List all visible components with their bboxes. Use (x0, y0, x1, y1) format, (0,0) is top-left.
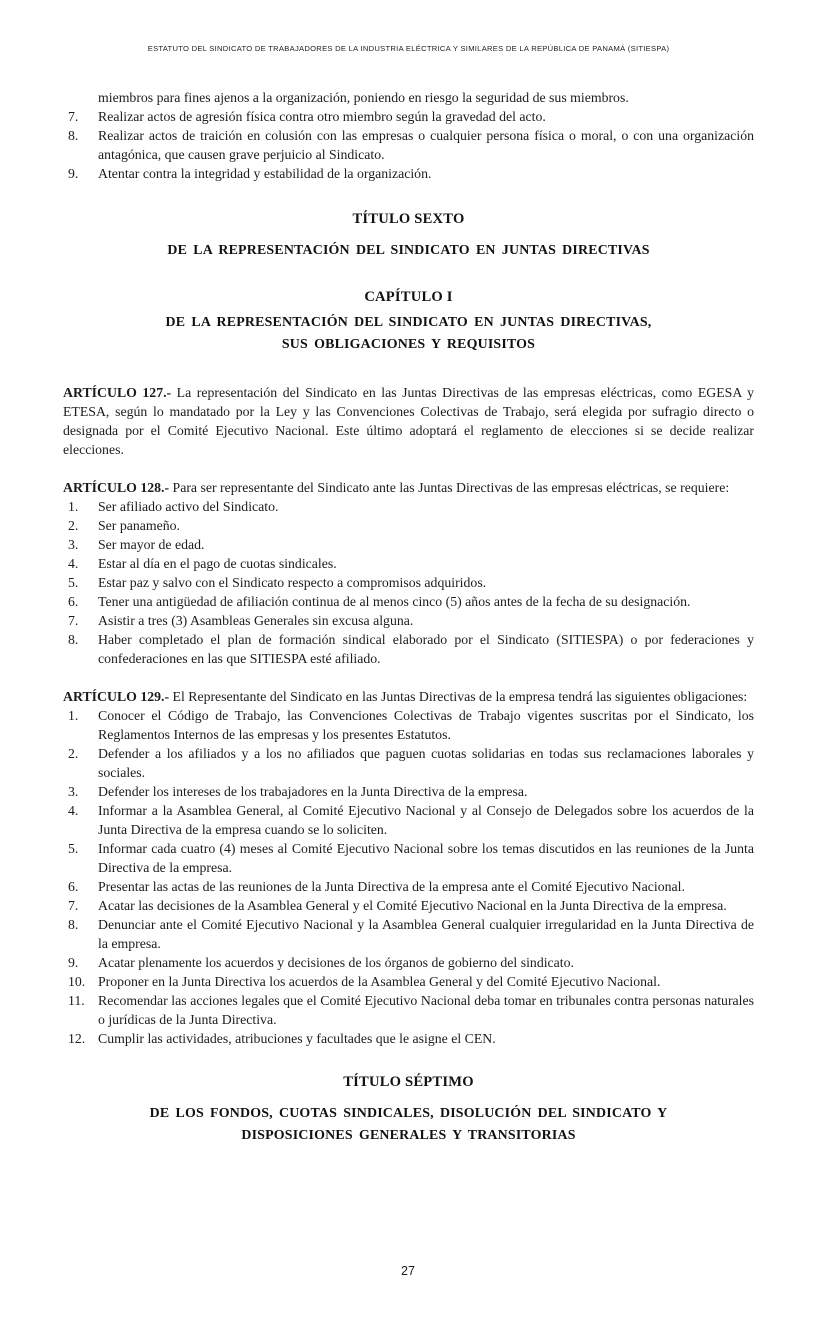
list-item (63, 535, 754, 554)
articulo-127-label: ARTÍCULO 127.- (63, 385, 172, 400)
list-item-number: 10. (68, 974, 86, 989)
list-item (63, 126, 754, 164)
list-item-number: 8. (68, 632, 79, 647)
list-item-number: 2. (68, 746, 79, 761)
list-item-number: 4. (68, 803, 79, 818)
list-item-text: Realizar actos de agresión física contra otro miembro según la gravedad del acto. (98, 109, 546, 124)
list-item (63, 801, 754, 839)
list-item (63, 573, 754, 592)
list-item (63, 839, 754, 877)
list-item-number: 11. (68, 993, 85, 1008)
list-item-text: Recomendar las acciones legales que el Comité Ejecutivo Nacional deba tomar en tribunales contra personas naturales o jurídicas de la Junta Directiva. (98, 993, 754, 1027)
carryover-list (63, 107, 754, 183)
articulo-129-list (63, 706, 754, 1048)
capitulo-1-subtitle-line1: DE LA REPRESENTACIÓN DEL SINDICATO EN JUNTAS DIRECTIVAS, (165, 315, 652, 330)
titulo-sexto-title: TÍTULO SEXTO (352, 211, 465, 227)
list-item-text: Defender los intereses de los trabajadores en la Junta Directiva de la empresa. (98, 784, 528, 799)
list-item-number: 6. (68, 594, 79, 609)
list-item (63, 592, 754, 611)
list-item (63, 782, 754, 801)
list-item-text: Ser afiliado activo del Sindicato. (98, 499, 279, 514)
list-item (63, 991, 754, 1029)
list-item (63, 554, 754, 573)
list-item (63, 915, 754, 953)
articulo-129-label: ARTÍCULO 129.- (63, 689, 170, 704)
list-item (63, 630, 754, 668)
articulo-128 (63, 478, 754, 497)
list-item-text: Informar cada cuatro (4) meses al Comité Ejecutivo Nacional sobre los temas discutidos en las reuniones de la Junta Directiva de la empresa. (98, 841, 754, 875)
list-item-number: 7. (68, 613, 79, 628)
list-item (63, 706, 754, 744)
list-item (63, 107, 754, 126)
carryover-line: miembros para fines ajenos a la organización, poniendo en riesgo la seguridad de sus miembros. (98, 90, 629, 105)
page-number: 27 (401, 1264, 415, 1278)
articulo-129-intro: El Representante del Sindicato en las Juntas Directivas de la empresa tendrá las siguientes obligaciones: (169, 689, 748, 704)
list-item (63, 953, 754, 972)
capitulo-1-heading (63, 288, 754, 356)
list-item-text: Cumplir las actividades, atribuciones y facultades que le asigne el CEN. (98, 1031, 496, 1046)
articulo-127-body: La representación del Sindicato en las Juntas Directivas de las empresas eléctricas, como EGESA y ETESA, según lo mandatado por la Ley y las Convenciones Colectivas de Trabajo, será elegida por sufragio directo o designada por el Comité Ejecutivo Nacional. Este último adoptará el reglamento de elecciones si se decide realizar elecciones. (63, 385, 754, 457)
list-item-text: Defender a los afiliados y a los no afiliados que paguen cuotas solidarias en todas sus reclamaciones laborales y sociales. (98, 746, 754, 780)
list-item-number: 7. (68, 898, 79, 913)
list-item-text: Ser mayor de edad. (98, 537, 205, 552)
list-item-text: Proponer en la Junta Directiva los acuerdos de la Asamblea General y del Comité Ejecutivo Nacional. (98, 974, 661, 989)
list-item-text: Tener una antigüedad de afiliación continua de al menos cinco (5) años antes de la fecha de su designación. (98, 594, 691, 609)
capitulo-1-title: CAPÍTULO I (364, 289, 453, 305)
list-item-number: 12. (68, 1031, 86, 1046)
list-item (63, 972, 754, 991)
list-item-number: 8. (68, 128, 79, 143)
list-item (63, 1029, 754, 1048)
list-item-number: 4. (68, 556, 79, 571)
list-item-text: Haber completado el plan de formación sindical elaborado por el Sindicato (SITIESPA) o por federaciones y confederaciones en las que SITIESPA esté afiliado. (98, 632, 754, 666)
list-item-number: 9. (68, 955, 79, 970)
list-item-number: 1. (68, 499, 79, 514)
list-item-text: Estar paz y salvo con el Sindicato respecto a compromisos adquiridos. (98, 575, 487, 590)
titulo-septimo-subtitle-line2: DISPOSICIONES GENERALES Y TRANSITORIAS (241, 1128, 576, 1143)
list-item-text: Denunciar ante el Comité Ejecutivo Nacional y la Asamblea General cualquier irregularidad en la Junta Directiva de la empresa. (98, 917, 754, 951)
articulo-128-list (63, 497, 754, 668)
list-item (63, 744, 754, 782)
titulo-septimo-heading (63, 1073, 754, 1147)
page-body (63, 88, 754, 1147)
list-item (63, 516, 754, 535)
list-item-number: 2. (68, 518, 79, 533)
list-item-number: 1. (68, 708, 79, 723)
list-item-text: Ser panameño. (98, 518, 180, 533)
list-item-number: 5. (68, 575, 79, 590)
list-item-text: Realizar actos de traición en colusión con las empresas o cualquier persona física o moral, o con una organización antagónica, que causen grave perjuicio al Sindicato. (98, 128, 754, 162)
list-item-text: Atentar contra la integridad y estabilidad de la organización. (98, 166, 432, 181)
running-header: ESTATUTO DEL SINDICATO DE TRABAJADORES DE LA INDUSTRIA ELÉCTRICA Y SIMILARES DE LA REPÚBLICA DE PANAMÁ (SITIESPA) (147, 44, 670, 53)
list-item-text: Asistir a tres (3) Asambleas Generales sin excusa alguna. (98, 613, 414, 628)
list-item-text: Estar al día en el pago de cuotas sindicales. (98, 556, 337, 571)
list-item-number: 5. (68, 841, 79, 856)
list-item (63, 877, 754, 896)
titulo-septimo-title: TÍTULO SÉPTIMO (343, 1074, 474, 1090)
list-item-number: 3. (68, 784, 79, 799)
titulo-septimo-subtitle-line1: DE LOS FONDOS, CUOTAS SINDICALES, DISOLUCIÓN DEL SINDICATO Y (149, 1106, 668, 1121)
list-item-text: Acatar las decisiones de la Asamblea General y el Comité Ejecutivo Nacional en la Junta Directiva de la empresa. (98, 898, 727, 913)
articulo-128-label: ARTÍCULO 128.- (63, 480, 170, 495)
articulo-128-intro: Para ser representante del Sindicato ante las Juntas Directivas de las empresas eléctricas, se requiere: (169, 480, 730, 495)
list-item (63, 896, 754, 915)
list-item-text: Presentar las actas de las reuniones de la Junta Directiva de la empresa ante el Comité Ejecutivo Nacional. (98, 879, 685, 894)
titulo-sexto-heading (63, 210, 754, 262)
list-item (63, 497, 754, 516)
list-item-text: Acatar plenamente los acuerdos y decisiones de los órganos de gobierno del sindicato. (98, 955, 574, 970)
list-item-number: 8. (68, 917, 79, 932)
list-item-number: 6. (68, 879, 79, 894)
list-item-number: 9. (68, 166, 79, 181)
list-item (63, 164, 754, 183)
list-item-text: Conocer el Código de Trabajo, las Convenciones Colectivas de Trabajo vigentes suscritas por el Sindicato, los Reglamentos Internos de las empresas y los presentes Estatutos. (98, 708, 754, 742)
list-item (63, 611, 754, 630)
articulo-127 (63, 383, 754, 459)
list-item-number: 7. (68, 109, 79, 124)
articulo-129 (63, 687, 754, 706)
capitulo-1-subtitle-line2: SUS OBLIGACIONES Y REQUISITOS (281, 337, 536, 352)
list-item-number: 3. (68, 537, 79, 552)
titulo-sexto-subtitle: DE LA REPRESENTACIÓN DEL SINDICATO EN JUNTAS DIRECTIVAS (167, 243, 650, 258)
list-item-text: Informar a la Asamblea General, al Comité Ejecutivo Nacional y al Consejo de Delegados sobre los acuerdos de la Junta Directiva de la empresa cuando se lo soliciten. (98, 803, 754, 837)
